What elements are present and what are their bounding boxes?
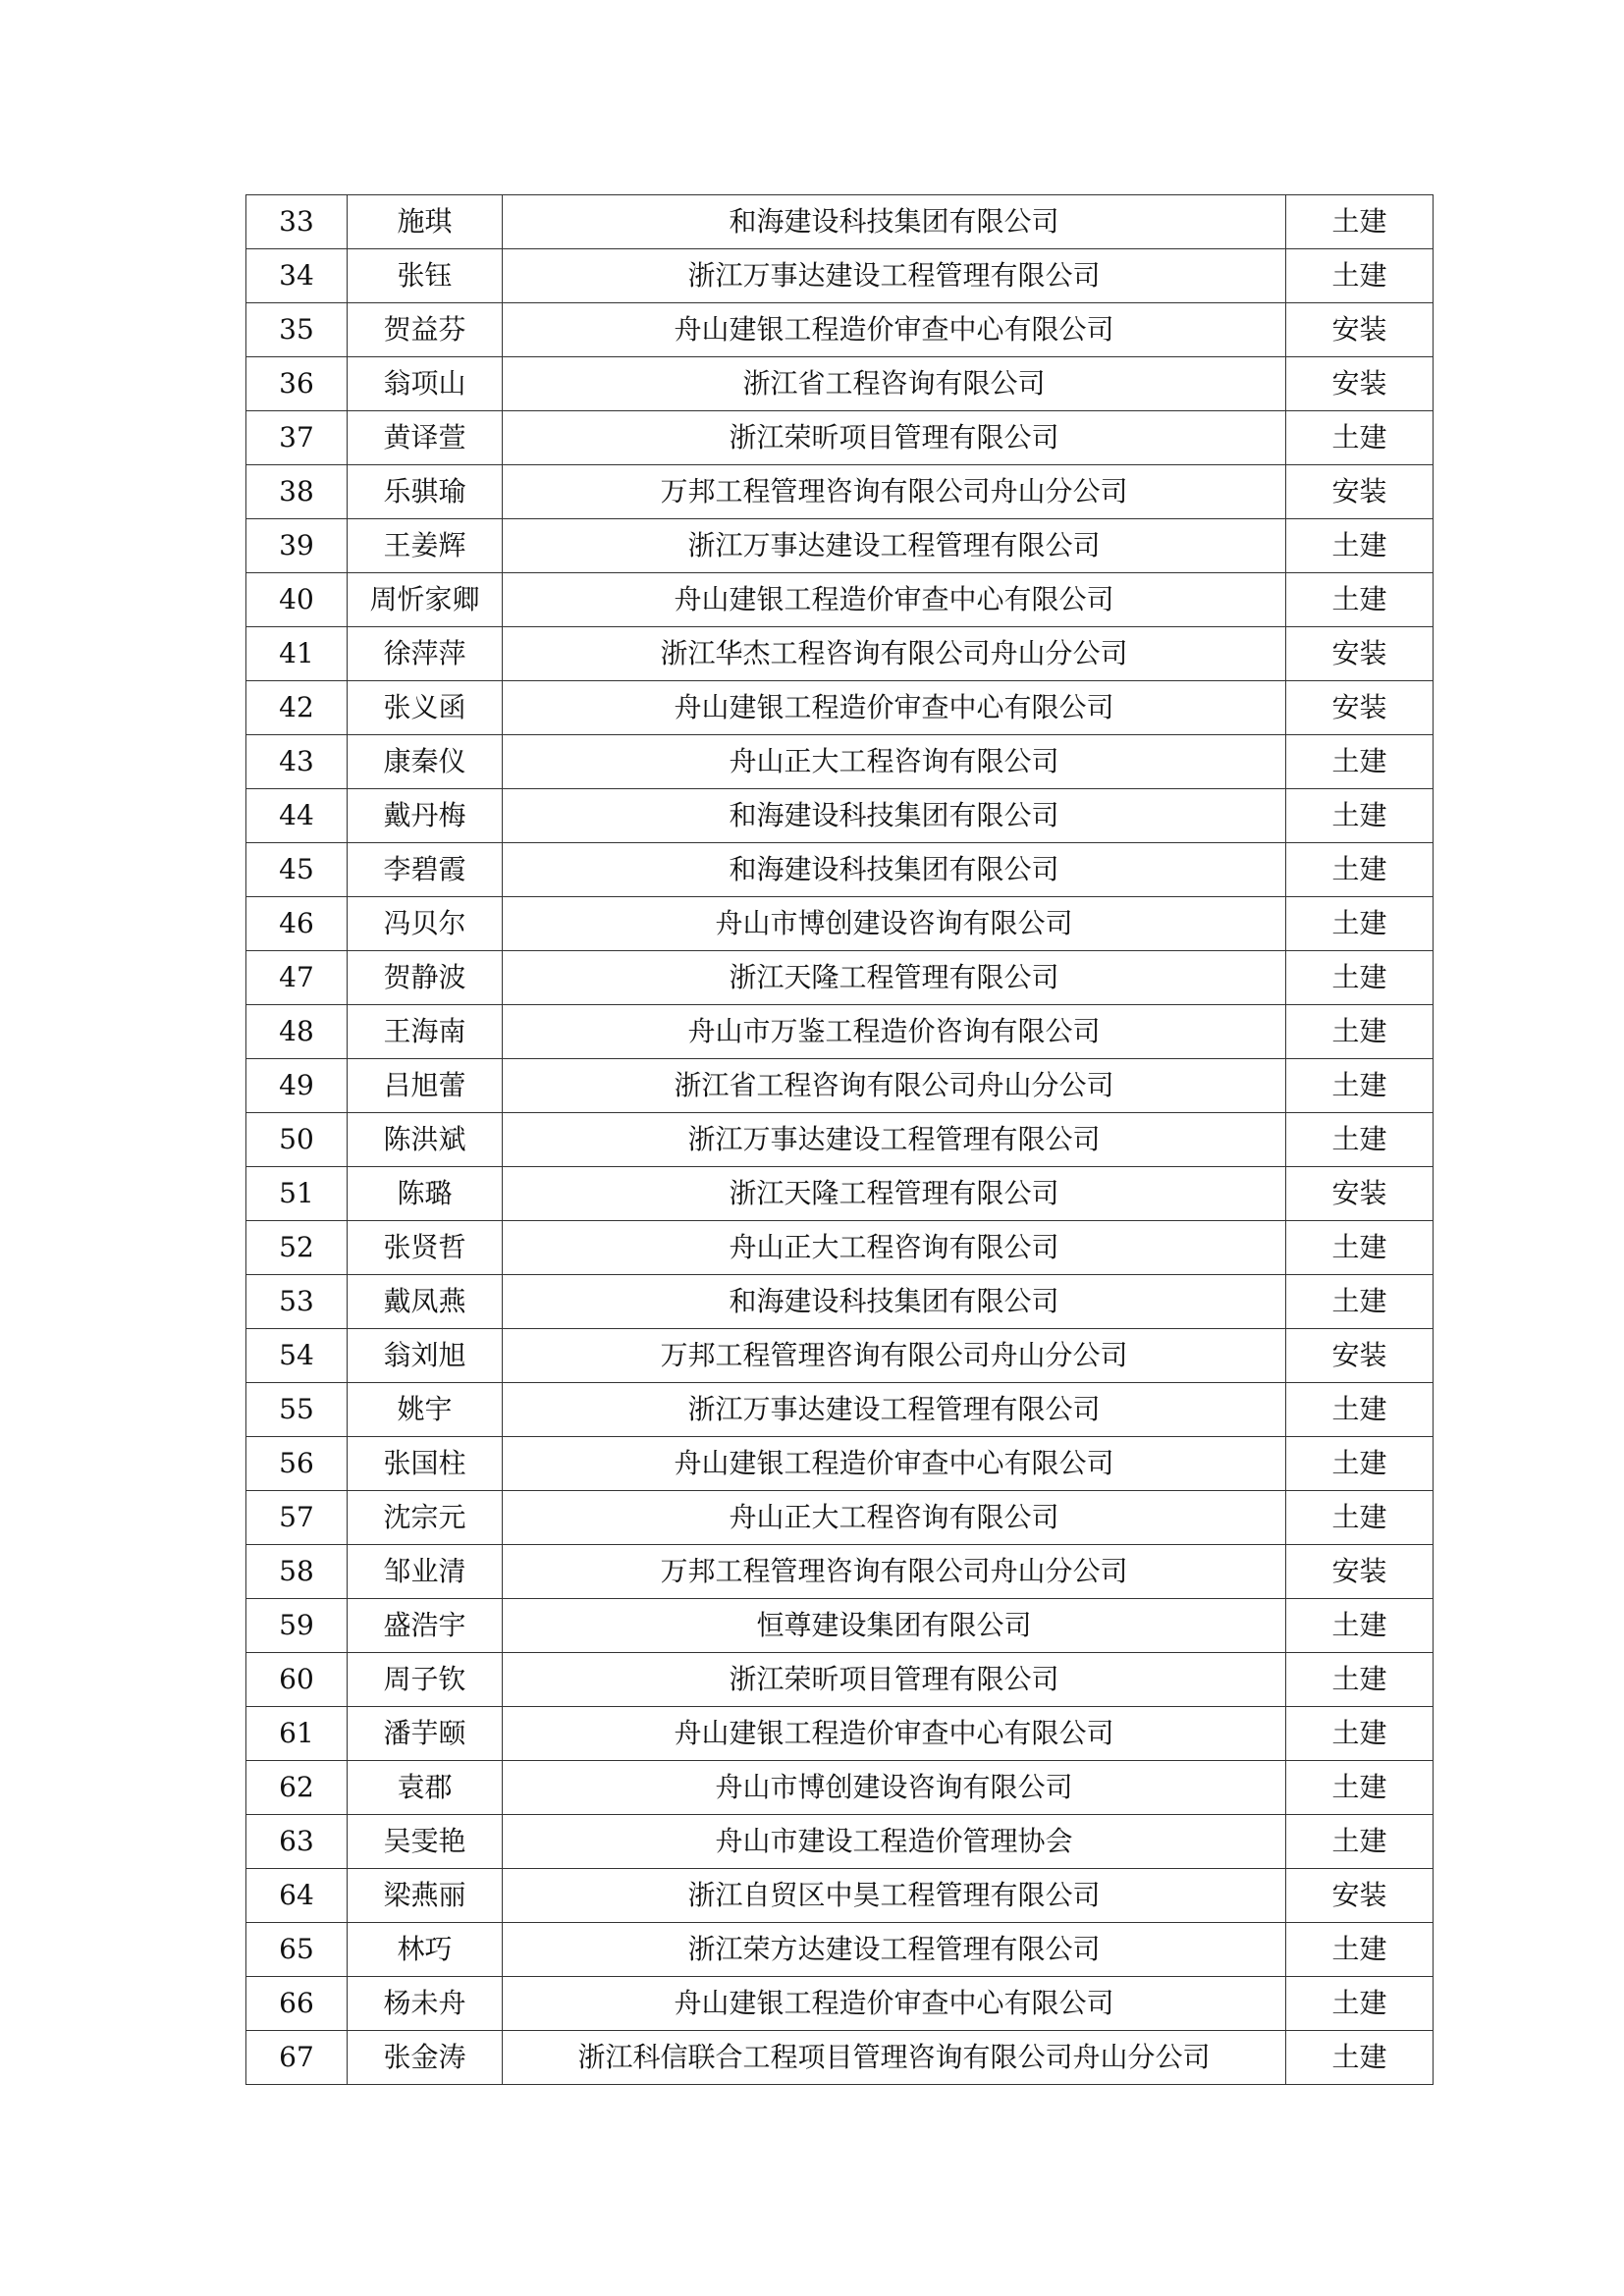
company-name-cell: 浙江万事达建设工程管理有限公司 bbox=[503, 519, 1286, 573]
specialty-cell: 土建 bbox=[1286, 1005, 1434, 1059]
specialty-cell: 土建 bbox=[1286, 1653, 1434, 1707]
specialty-cell: 土建 bbox=[1286, 1275, 1434, 1329]
row-number-cell: 56 bbox=[246, 1437, 348, 1491]
company-name-cell: 万邦工程管理咨询有限公司舟山分公司 bbox=[503, 465, 1286, 519]
table-row bbox=[246, 519, 1434, 573]
company-name-cell: 舟山正大工程咨询有限公司 bbox=[503, 1221, 1286, 1275]
table-row bbox=[246, 1491, 1434, 1545]
table-row bbox=[246, 465, 1434, 519]
person-name-cell: 乐骐瑜 bbox=[348, 465, 503, 519]
personnel-table-body bbox=[246, 195, 1434, 2085]
company-name-cell: 万邦工程管理咨询有限公司舟山分公司 bbox=[503, 1329, 1286, 1383]
table-row bbox=[246, 1167, 1434, 1221]
company-name-cell: 舟山市博创建设咨询有限公司 bbox=[503, 1761, 1286, 1815]
personnel-table bbox=[245, 194, 1434, 2085]
company-name-cell: 舟山建银工程造价审查中心有限公司 bbox=[503, 1707, 1286, 1761]
person-name-cell: 冯贝尔 bbox=[348, 897, 503, 951]
company-name-cell: 浙江华杰工程咨询有限公司舟山分公司 bbox=[503, 627, 1286, 681]
person-name-cell: 徐萍萍 bbox=[348, 627, 503, 681]
person-name-cell: 盛浩宇 bbox=[348, 1599, 503, 1653]
row-number-cell: 43 bbox=[246, 735, 348, 789]
row-number-cell: 57 bbox=[246, 1491, 348, 1545]
person-name-cell: 梁燕丽 bbox=[348, 1869, 503, 1923]
specialty-cell: 土建 bbox=[1286, 1383, 1434, 1437]
company-name-cell: 舟山正大工程咨询有限公司 bbox=[503, 1491, 1286, 1545]
person-name-cell: 黄译萱 bbox=[348, 411, 503, 465]
person-name-cell: 戴丹梅 bbox=[348, 789, 503, 843]
table-row bbox=[246, 1383, 1434, 1437]
table-row bbox=[246, 1545, 1434, 1599]
specialty-cell: 土建 bbox=[1286, 1761, 1434, 1815]
row-number-cell: 45 bbox=[246, 843, 348, 897]
table-row bbox=[246, 735, 1434, 789]
specialty-cell: 安装 bbox=[1286, 303, 1434, 357]
table-row bbox=[246, 1329, 1434, 1383]
table-row bbox=[246, 411, 1434, 465]
person-name-cell: 张国柱 bbox=[348, 1437, 503, 1491]
company-name-cell: 舟山建银工程造价审查中心有限公司 bbox=[503, 303, 1286, 357]
company-name-cell: 舟山建银工程造价审查中心有限公司 bbox=[503, 1437, 1286, 1491]
specialty-cell: 土建 bbox=[1286, 2031, 1434, 2085]
person-name-cell: 李碧霞 bbox=[348, 843, 503, 897]
company-name-cell: 浙江省工程咨询有限公司舟山分公司 bbox=[503, 1059, 1286, 1113]
row-number-cell: 47 bbox=[246, 951, 348, 1005]
table-row bbox=[246, 1815, 1434, 1869]
row-number-cell: 33 bbox=[246, 195, 348, 249]
person-name-cell: 张钰 bbox=[348, 249, 503, 303]
person-name-cell: 吴雯艳 bbox=[348, 1815, 503, 1869]
table-row bbox=[246, 1059, 1434, 1113]
company-name-cell: 浙江自贸区中昊工程管理有限公司 bbox=[503, 1869, 1286, 1923]
company-name-cell: 浙江荣方达建设工程管理有限公司 bbox=[503, 1923, 1286, 1977]
row-number-cell: 48 bbox=[246, 1005, 348, 1059]
company-name-cell: 和海建设科技集团有限公司 bbox=[503, 1275, 1286, 1329]
company-name-cell: 舟山建银工程造价审查中心有限公司 bbox=[503, 573, 1286, 627]
specialty-cell: 安装 bbox=[1286, 681, 1434, 735]
table-row bbox=[246, 2031, 1434, 2085]
specialty-cell: 土建 bbox=[1286, 249, 1434, 303]
specialty-cell: 土建 bbox=[1286, 1059, 1434, 1113]
row-number-cell: 64 bbox=[246, 1869, 348, 1923]
table-row bbox=[246, 1707, 1434, 1761]
row-number-cell: 66 bbox=[246, 1977, 348, 2031]
specialty-cell: 土建 bbox=[1286, 1599, 1434, 1653]
table-row bbox=[246, 1275, 1434, 1329]
person-name-cell: 周子钦 bbox=[348, 1653, 503, 1707]
company-name-cell: 舟山市博创建设咨询有限公司 bbox=[503, 897, 1286, 951]
row-number-cell: 61 bbox=[246, 1707, 348, 1761]
company-name-cell: 浙江万事达建设工程管理有限公司 bbox=[503, 1113, 1286, 1167]
specialty-cell: 土建 bbox=[1286, 1815, 1434, 1869]
company-name-cell: 舟山市万鉴工程造价咨询有限公司 bbox=[503, 1005, 1286, 1059]
company-name-cell: 舟山建银工程造价审查中心有限公司 bbox=[503, 1977, 1286, 2031]
row-number-cell: 36 bbox=[246, 357, 348, 411]
person-name-cell: 施琪 bbox=[348, 195, 503, 249]
row-number-cell: 59 bbox=[246, 1599, 348, 1653]
company-name-cell: 浙江天隆工程管理有限公司 bbox=[503, 1167, 1286, 1221]
specialty-cell: 土建 bbox=[1286, 789, 1434, 843]
row-number-cell: 55 bbox=[246, 1383, 348, 1437]
specialty-cell: 土建 bbox=[1286, 1977, 1434, 2031]
table-row bbox=[246, 681, 1434, 735]
person-name-cell: 杨未舟 bbox=[348, 1977, 503, 2031]
company-name-cell: 和海建设科技集团有限公司 bbox=[503, 843, 1286, 897]
specialty-cell: 土建 bbox=[1286, 1923, 1434, 1977]
company-name-cell: 浙江荣昕项目管理有限公司 bbox=[503, 1653, 1286, 1707]
person-name-cell: 张金涛 bbox=[348, 2031, 503, 2085]
company-name-cell: 万邦工程管理咨询有限公司舟山分公司 bbox=[503, 1545, 1286, 1599]
company-name-cell: 和海建设科技集团有限公司 bbox=[503, 195, 1286, 249]
table-row bbox=[246, 1599, 1434, 1653]
row-number-cell: 34 bbox=[246, 249, 348, 303]
specialty-cell: 土建 bbox=[1286, 1113, 1434, 1167]
table-row bbox=[246, 897, 1434, 951]
row-number-cell: 53 bbox=[246, 1275, 348, 1329]
row-number-cell: 51 bbox=[246, 1167, 348, 1221]
company-name-cell: 舟山市建设工程造价管理协会 bbox=[503, 1815, 1286, 1869]
row-number-cell: 54 bbox=[246, 1329, 348, 1383]
person-name-cell: 潘芋颐 bbox=[348, 1707, 503, 1761]
company-name-cell: 舟山建银工程造价审查中心有限公司 bbox=[503, 681, 1286, 735]
row-number-cell: 50 bbox=[246, 1113, 348, 1167]
specialty-cell: 土建 bbox=[1286, 951, 1434, 1005]
row-number-cell: 65 bbox=[246, 1923, 348, 1977]
table-row bbox=[246, 573, 1434, 627]
company-name-cell: 浙江天隆工程管理有限公司 bbox=[503, 951, 1286, 1005]
specialty-cell: 土建 bbox=[1286, 1491, 1434, 1545]
table-row bbox=[246, 1005, 1434, 1059]
row-number-cell: 37 bbox=[246, 411, 348, 465]
row-number-cell: 62 bbox=[246, 1761, 348, 1815]
person-name-cell: 康秦仪 bbox=[348, 735, 503, 789]
row-number-cell: 52 bbox=[246, 1221, 348, 1275]
table-row bbox=[246, 1653, 1434, 1707]
person-name-cell: 陈璐 bbox=[348, 1167, 503, 1221]
specialty-cell: 土建 bbox=[1286, 843, 1434, 897]
specialty-cell: 土建 bbox=[1286, 411, 1434, 465]
row-number-cell: 46 bbox=[246, 897, 348, 951]
table-row bbox=[246, 1923, 1434, 1977]
table-row bbox=[246, 195, 1434, 249]
person-name-cell: 戴凤燕 bbox=[348, 1275, 503, 1329]
person-name-cell: 林巧 bbox=[348, 1923, 503, 1977]
person-name-cell: 王姜辉 bbox=[348, 519, 503, 573]
specialty-cell: 土建 bbox=[1286, 1437, 1434, 1491]
row-number-cell: 49 bbox=[246, 1059, 348, 1113]
person-name-cell: 陈洪斌 bbox=[348, 1113, 503, 1167]
row-number-cell: 44 bbox=[246, 789, 348, 843]
specialty-cell: 土建 bbox=[1286, 897, 1434, 951]
row-number-cell: 39 bbox=[246, 519, 348, 573]
company-name-cell: 舟山正大工程咨询有限公司 bbox=[503, 735, 1286, 789]
person-name-cell: 姚宇 bbox=[348, 1383, 503, 1437]
specialty-cell: 安装 bbox=[1286, 1545, 1434, 1599]
table-row bbox=[246, 627, 1434, 681]
specialty-cell: 土建 bbox=[1286, 195, 1434, 249]
table-row bbox=[246, 1437, 1434, 1491]
row-number-cell: 42 bbox=[246, 681, 348, 735]
specialty-cell: 安装 bbox=[1286, 1167, 1434, 1221]
row-number-cell: 38 bbox=[246, 465, 348, 519]
table-row bbox=[246, 357, 1434, 411]
table-row bbox=[246, 1761, 1434, 1815]
row-number-cell: 60 bbox=[246, 1653, 348, 1707]
person-name-cell: 沈宗元 bbox=[348, 1491, 503, 1545]
company-name-cell: 浙江荣昕项目管理有限公司 bbox=[503, 411, 1286, 465]
table-row bbox=[246, 1869, 1434, 1923]
table-row bbox=[246, 789, 1434, 843]
person-name-cell: 贺益芬 bbox=[348, 303, 503, 357]
person-name-cell: 翁刘旭 bbox=[348, 1329, 503, 1383]
row-number-cell: 67 bbox=[246, 2031, 348, 2085]
person-name-cell: 贺静波 bbox=[348, 951, 503, 1005]
row-number-cell: 35 bbox=[246, 303, 348, 357]
specialty-cell: 安装 bbox=[1286, 357, 1434, 411]
person-name-cell: 袁郡 bbox=[348, 1761, 503, 1815]
row-number-cell: 63 bbox=[246, 1815, 348, 1869]
table-row bbox=[246, 843, 1434, 897]
person-name-cell: 吕旭蕾 bbox=[348, 1059, 503, 1113]
row-number-cell: 58 bbox=[246, 1545, 348, 1599]
specialty-cell: 安装 bbox=[1286, 627, 1434, 681]
table-row bbox=[246, 1221, 1434, 1275]
row-number-cell: 40 bbox=[246, 573, 348, 627]
specialty-cell: 土建 bbox=[1286, 519, 1434, 573]
company-name-cell: 恒尊建设集团有限公司 bbox=[503, 1599, 1286, 1653]
person-name-cell: 翁项山 bbox=[348, 357, 503, 411]
specialty-cell: 安装 bbox=[1286, 465, 1434, 519]
row-number-cell: 41 bbox=[246, 627, 348, 681]
person-name-cell: 王海南 bbox=[348, 1005, 503, 1059]
company-name-cell: 和海建设科技集团有限公司 bbox=[503, 789, 1286, 843]
person-name-cell: 邹业清 bbox=[348, 1545, 503, 1599]
person-name-cell: 张义函 bbox=[348, 681, 503, 735]
company-name-cell: 浙江科信联合工程项目管理咨询有限公司舟山分公司 bbox=[503, 2031, 1286, 2085]
specialty-cell: 安装 bbox=[1286, 1329, 1434, 1383]
company-name-cell: 浙江省工程咨询有限公司 bbox=[503, 357, 1286, 411]
company-name-cell: 浙江万事达建设工程管理有限公司 bbox=[503, 1383, 1286, 1437]
company-name-cell: 浙江万事达建设工程管理有限公司 bbox=[503, 249, 1286, 303]
table-row bbox=[246, 951, 1434, 1005]
specialty-cell: 安装 bbox=[1286, 1869, 1434, 1923]
person-name-cell: 周忻家卿 bbox=[348, 573, 503, 627]
person-name-cell: 张贤哲 bbox=[348, 1221, 503, 1275]
table-row bbox=[246, 303, 1434, 357]
specialty-cell: 土建 bbox=[1286, 573, 1434, 627]
table-row bbox=[246, 249, 1434, 303]
specialty-cell: 土建 bbox=[1286, 735, 1434, 789]
specialty-cell: 土建 bbox=[1286, 1707, 1434, 1761]
table-row bbox=[246, 1977, 1434, 2031]
specialty-cell: 土建 bbox=[1286, 1221, 1434, 1275]
table-row bbox=[246, 1113, 1434, 1167]
